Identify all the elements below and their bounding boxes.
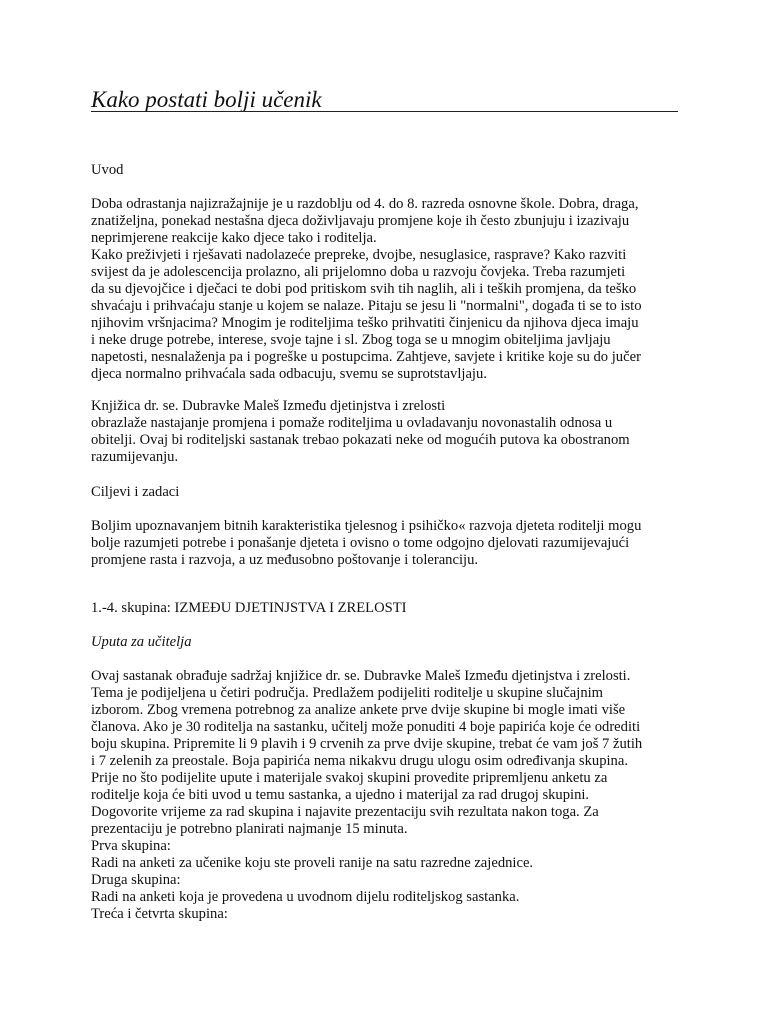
text-line: Boljim upoznavanjem bitnih karakteristika tjelesnog i psihičko« razvoja djeteta roditelji mogu [91, 518, 642, 534]
text-line: shvaćaju i prihvaćaju stanje u kojem se nalaze. Pitaju se jesu li "normalni", događa ti se to isto [91, 298, 642, 314]
text-line: izborom. Zbog vremena potrebnog za analize ankete prve dvije skupine bi mogle imati više [91, 702, 626, 718]
section-heading-skupina: 1.-4. skupina: IZMEĐU DJETINJSTVA I ZRELOSTI [91, 600, 407, 616]
text-line: Prva skupina: [91, 838, 171, 854]
text-line: Doba odrastanja najizražajnije je u razdoblju od 4. do 8. razreda osnovne škole. Dobra, draga, [91, 196, 639, 212]
text-line: svijest da je adolescencija prolazno, ali prijelomno doba u razvoju čovjeka. Treba razumjeti [91, 264, 626, 280]
text-line: obitelji. Ovaj bi roditeljski sastanak trebao pokazati neke od mogućih putova ka obostranom [91, 432, 630, 448]
subheading-uputa: Uputa za učitelja [91, 634, 192, 650]
text-line: Prije no što podijelite upute i materijale svakoj skupini provedite pripremljenu anketu za [91, 770, 608, 786]
text-line: Radi na anketi za učenike koju ste proveli ranije na satu razredne zajednice. [91, 855, 534, 871]
text-line: prezentaciju je potrebno planirati najmanje 15 minuta. [91, 821, 408, 837]
text-line: Knjižica dr. se. Dubravke Maleš Između djetinjstva i zrelosti [91, 398, 446, 414]
text-line: da su djevojčice i dječaci te dobi pod pritiskom svih tih naglih, ali i teških promjena, da teško [91, 281, 637, 297]
text-line: članova. Ako je 30 roditelja na sastanku, učitelj može ponuditi 4 boje papirića koje će odrediti [91, 719, 641, 735]
text-line: razumijevanju. [91, 449, 179, 465]
text-line: promjene rasta i razvoja, a uz međusobno poštovanje i toleranciju. [91, 552, 479, 568]
text-line: bolje razumjeti potrebe i ponašanje djeteta i ovisno o tome odgojno djelovati razumijevajući [91, 535, 630, 551]
document-title: Kako postati bolji učenik [91, 87, 322, 112]
text-line: Druga skupina: [91, 872, 181, 888]
text-line: Tema je podijeljena u četiri područja. Predlažem podijeliti roditelje u skupine slučajnim [91, 685, 604, 701]
text-line: Dogovorite vrijeme za rad skupina i najavite prezentaciju svih rezultata nakon toga. Za [91, 804, 599, 820]
text-line: Treća i četvrta skupina: [91, 906, 228, 922]
section-heading-ciljevi: Ciljevi i zadaci [91, 484, 180, 500]
text-line: napetosti, nesnalaženja pa i pogreške u postupcima. Zahtjeve, savjete i kritike koje su do jučer [91, 349, 641, 365]
text-line: Radi na anketi koja je provedena u uvodnom dijelu roditeljskog sastanka. [91, 889, 520, 905]
text-line: Ovaj sastanak obrađuje sadržaj knjižice dr. se. Dubravke Maleš Između djetinjstva i zrelosti. [91, 668, 631, 684]
paragraph-intro [91, 196, 691, 383]
text-line: neprimjerene reakcije kako djece tako i roditelja. [91, 230, 377, 246]
paragraph-ciljevi [91, 518, 691, 569]
text-line: znatiželjna, ponekad nestašna djeca doživljavaju promjene koje ih često zbunjuju i izazivaju [91, 213, 630, 229]
text-line: i 7 zelenih za preostale. Boja papirića nema nikakvu drugu ulogu osim određivanja skupina. [91, 753, 628, 769]
text-line: i neke druge potrebe, interese, svoje tajne i sl. Zbog toga se u mnogim obiteljima javljaju [91, 332, 611, 348]
title-underline [91, 111, 678, 112]
text-line: njihovim vršnjacima? Mnogim je roditeljima teško prihvatiti činjenicu da njihova djeca imaju [91, 315, 639, 331]
paragraph-knjizica [91, 398, 691, 466]
section-heading-uvod: Uvod [91, 162, 124, 178]
text-line: Kako preživjeti i rješavati nadolazeće prepreke, dvojbe, nesuglasice, rasprave? Kako razviti [91, 247, 627, 263]
text-line: obrazlaže nastajanje promjena i pomaže roditeljima u ovladavanju novonastalih odnosa u [91, 415, 613, 431]
text-line: djeca normalno prihvaćala sada odbacuju, svemu se suprotstavljaju. [91, 366, 487, 382]
text-line: roditelje koja će biti uvod u temu sastanka, a ujedno i materijal za rad drugoj skupini. [91, 787, 590, 803]
paragraph-uputa [91, 668, 691, 923]
text-line: boju skupina. Pripremite li 9 plavih i 9 crvenih za prve dvije skupine, trebat će vam još 7 žutih [91, 736, 643, 752]
